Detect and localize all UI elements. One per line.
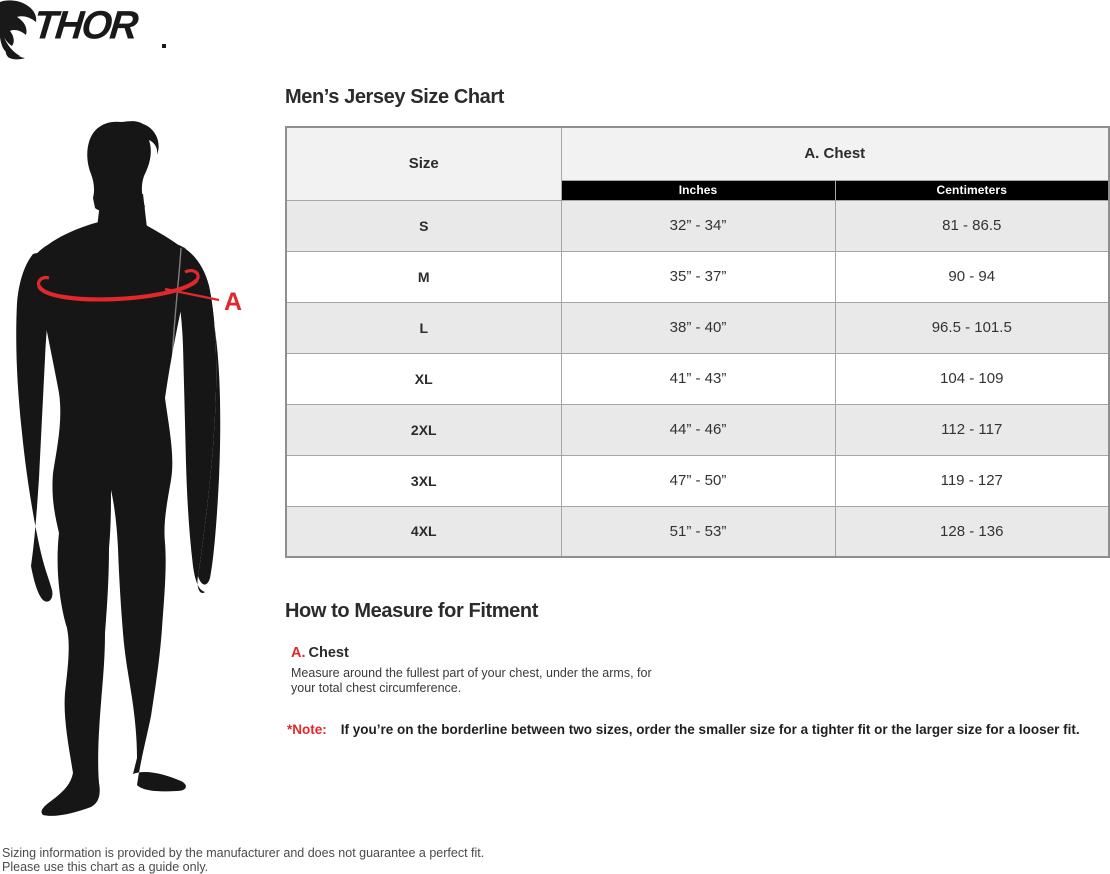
table-row (286, 455, 1109, 506)
size-cell: L (286, 302, 561, 353)
measure-item-chest (291, 645, 1110, 696)
col-header-inches: Inches (561, 180, 835, 200)
table-row (286, 506, 1109, 557)
note-text: If you’re on the borderline between two sizes, order the smaller size for a tighter fit or the larger size for a looser fit. (340, 722, 1080, 737)
cm-cell: 104 - 109 (835, 353, 1109, 404)
size-chart-table (285, 126, 1110, 558)
cm-cell: 81 - 86.5 (835, 200, 1109, 251)
size-cell: M (286, 251, 561, 302)
measure-item-letter: A. (291, 645, 306, 661)
brand-logo (0, 0, 200, 62)
col-header-size: Size (286, 127, 561, 200)
measure-item-name: Chest (308, 645, 349, 661)
cm-cell: 96.5 - 101.5 (835, 302, 1109, 353)
table-row (286, 200, 1109, 251)
disclaimer-line-2: Please use this chart as a guide only. (2, 860, 209, 874)
size-cell: 4XL (286, 506, 561, 557)
col-header-chest: A. Chest (561, 127, 1109, 180)
measurement-figure (5, 118, 250, 820)
main-content (285, 86, 1110, 696)
size-cell: 3XL (286, 455, 561, 506)
sizing-note (287, 722, 1080, 737)
measure-item-label (291, 645, 1110, 661)
inches-cell: 41” - 43” (561, 353, 835, 404)
inches-cell: 47” - 50” (561, 455, 835, 506)
size-cell: S (286, 200, 561, 251)
how-to-measure-heading: How to Measure for Fitment (285, 600, 538, 622)
disclaimer-line-1: Sizing information is provided by the manufacturer and does not guarantee a perfect fit. (2, 846, 485, 860)
page-title: Men’s Jersey Size Chart (285, 86, 505, 108)
male-silhouette (16, 121, 220, 816)
how-to-measure-section (285, 600, 1110, 696)
table-row (286, 302, 1109, 353)
inches-cell: 44” - 46” (561, 404, 835, 455)
cm-cell: 128 - 136 (835, 506, 1109, 557)
figure-annotation-a: A (224, 288, 243, 316)
cm-cell: 90 - 94 (835, 251, 1109, 302)
cm-cell: 112 - 117 (835, 404, 1109, 455)
brand-wordmark: THOR (31, 4, 139, 48)
table-row (286, 353, 1109, 404)
col-header-centimeters: Centimeters (835, 180, 1109, 200)
cm-cell: 119 - 127 (835, 455, 1109, 506)
inches-cell: 51” - 53” (561, 506, 835, 557)
disclaimer-footer (2, 846, 484, 874)
trademark-dot (162, 44, 166, 48)
table-row (286, 404, 1109, 455)
size-cell: XL (286, 353, 561, 404)
measure-item-description: Measure around the fullest part of your chest, under the arms, for your total chest circumference. (291, 666, 652, 695)
inches-cell: 35” - 37” (561, 251, 835, 302)
inches-cell: 38” - 40” (561, 302, 835, 353)
inches-cell: 32” - 34” (561, 200, 835, 251)
table-row (286, 251, 1109, 302)
size-cell: 2XL (286, 404, 561, 455)
note-label: *Note: (287, 722, 327, 737)
